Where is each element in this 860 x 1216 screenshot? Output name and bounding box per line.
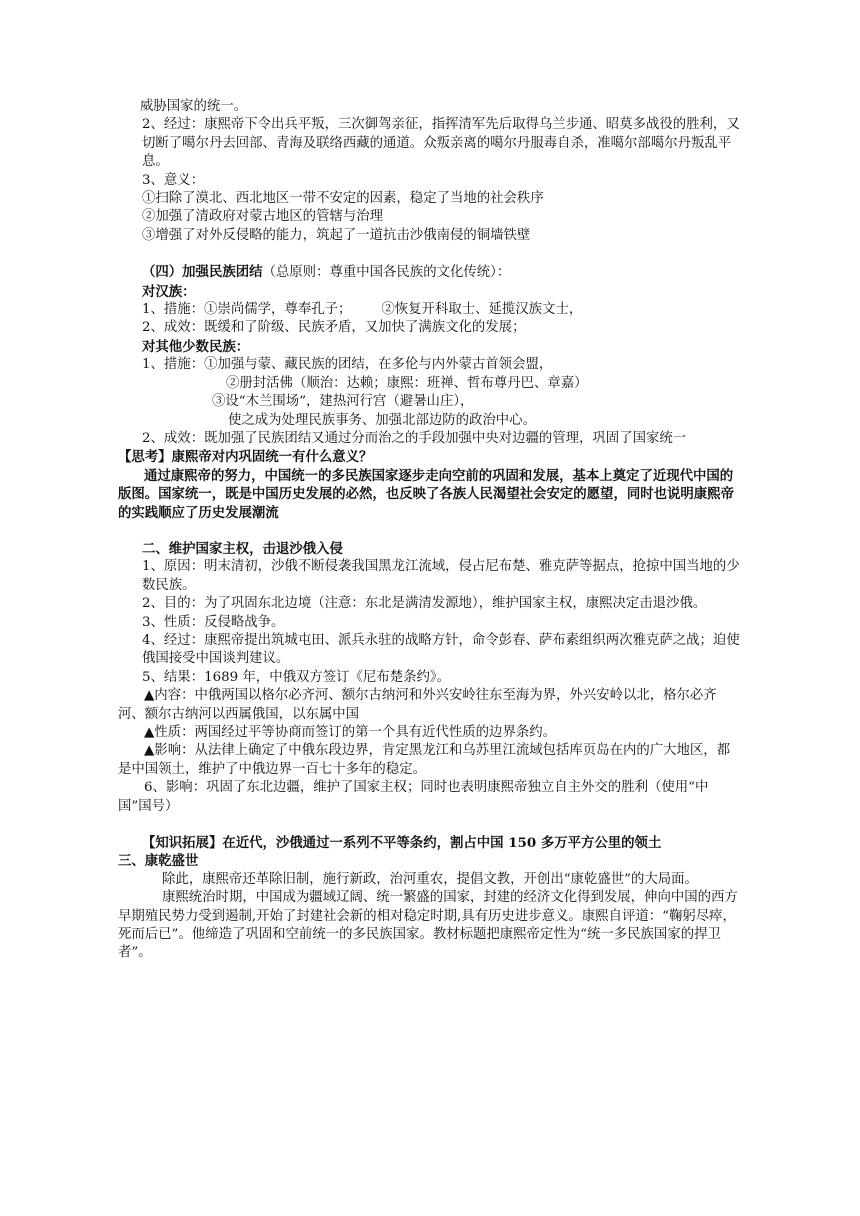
knowledge-extension: [118, 834, 740, 852]
text-span: ②恢复开科取士、延揽汉族文士，: [381, 302, 583, 318]
paragraph: ▲内容：中俄两国以格尔必齐河、额尔古纳河和外兴安岭往东至海为界，外兴安岭以北，格尔必齐河、额尔古纳河以西属俄国，以东属中国: [118, 688, 717, 722]
paragraph: 除此，康熙帝还革除旧制，施行新政，治河重农，提倡文教，开创出“康乾盛世”的大局面。: [162, 871, 698, 887]
paragraph: ②册封活佛（顺治：达赖；康熙：班禅、哲布尊丹巴、章嘉）: [226, 375, 588, 391]
section-heading: 三、康乾盛世: [118, 853, 199, 870]
paragraph: ③增强了对外反侵略的能力，筑起了一道抗击沙俄南侵的铜墙铁壁: [142, 227, 531, 243]
paragraph: 使之成为处理民族事务、加强北部边防的政治中心。: [228, 412, 536, 428]
paragraph: 4、经过：康熙帝提出筑城屯田、派兵永驻的战略方针，命令彭春、萨布素组织两次雅克萨之战；迫使俄国接受中国谈判建议。: [142, 632, 740, 667]
ext-label: 【知识拓展】: [142, 835, 223, 852]
think-answer: 通过康熙帝的努力，中国统一的多民族国家逐步走向空前的巩固和发展，基本上奠定了近现代中国的版图。国家统一，既是中国历史发展的必然，也反映了各族人民渴望社会安定的愿望，同时也说明康熙帝的实践顺应了历史发展潮流: [118, 467, 734, 521]
paragraph: 2、成效：既加强了民族团结又通过分而治之的手段加强中央对边疆的管理，巩固了国家统一: [142, 430, 687, 446]
paragraph: 2、成效：既缓和了阶级、民族矛盾，又加快了满族文化的发展；: [142, 320, 526, 336]
paragraph: ③设“木兰围场”，建热河行宫（避暑山庄），: [212, 394, 474, 410]
heading-note: （总原则：尊重中国各民族的文化传统）：: [262, 265, 511, 281]
paragraph: ②加强了清政府对蒙古地区的管辖与治理: [142, 209, 384, 225]
paragraph: 2、经过：康熙帝下令出兵平叛，三次御驾亲征，指挥清军先后取得乌兰步通、昭莫多战役的胜利，又切断了噶尔丹去回部、青海及联络西藏的通道。众叛亲离的噶尔丹服毒自杀，准噶尔部噶尔丹叛乱平息。: [142, 117, 740, 170]
paragraph: 2、目的：为了巩固东北边境（注意：东北是满清发源地），维护国家主权，康熙决定击退沙俄。: [142, 596, 707, 612]
think-question: 【思考】康熙帝对内巩固统一有什么意义？: [118, 449, 373, 466]
paragraph: 1、措施：①加强与蒙、藏民族的团结，在多伦与内外蒙古首领会盟，: [142, 357, 553, 373]
subheading: 对其他少数民族：: [142, 338, 250, 355]
paragraph: 6、影响：巩固了东北边疆，维护了国家主权；同时也表明康熙帝独立自主外交的胜利（使用“中国”国号）: [118, 780, 709, 814]
section-heading: [118, 263, 740, 282]
paragraph: ▲影响：从法律上确定了中俄东段边界，肯定黑龙江和乌苏里江流域包括库页岛在内的广大地区，都是中国领土，维护了中俄边界一百七十多年的稳定。: [118, 743, 731, 777]
section-heading: 二、维护国家主权，击退沙俄入侵: [142, 540, 343, 557]
text-span: 1、措施：①崇尚儒学，尊奉孔子；: [142, 302, 352, 318]
paragraph: ①扫除了漠北、西北地区一带不安定的因素，稳定了当地的社会秩序: [142, 191, 544, 207]
paragraph: ▲性质：两国经过平等协商而签订的第一个具有近代性质的边界条约。: [144, 725, 557, 740]
paragraph: 5、结果：1689 年，中俄双方签订《尼布楚条约》。: [142, 669, 450, 685]
subheading: 对汉族：: [142, 283, 196, 300]
paragraph: 3、性质：反侵略战争。: [142, 614, 285, 630]
heading-text: （四）加强民族团结: [142, 264, 263, 281]
document-page: [118, 98, 740, 963]
ext-text: 在近代，沙俄通过一系列不平等条约，割占中国 150 多万平方公里的领土: [222, 835, 662, 852]
paragraph: 3、意义：: [142, 172, 205, 188]
paragraph: [118, 301, 740, 319]
paragraph: 威胁国家的统一。: [140, 99, 248, 114]
paragraph: 康熙统治时期，中国成为疆域辽阔、统一繁盛的国家，封建的经济文化得到发展，伸向中国的西方早期殖民势力受到遏制,开始了封建社会新的相对稳定时期,具有历史进步意义。康熙自评道：“鞠躬尽瘁，死而后已”。他缔造了巩固和空前统一的多民族国家。教材标题把康熙帝定性为“统一多民族国家的捍卫者”。: [118, 890, 738, 961]
paragraph: 1、原因：明末清初，沙俄不断侵袭我国黑龙江流域，侵占尼布楚、雅克萨等据点，抢掠中国当地的少数民族。: [142, 559, 740, 593]
